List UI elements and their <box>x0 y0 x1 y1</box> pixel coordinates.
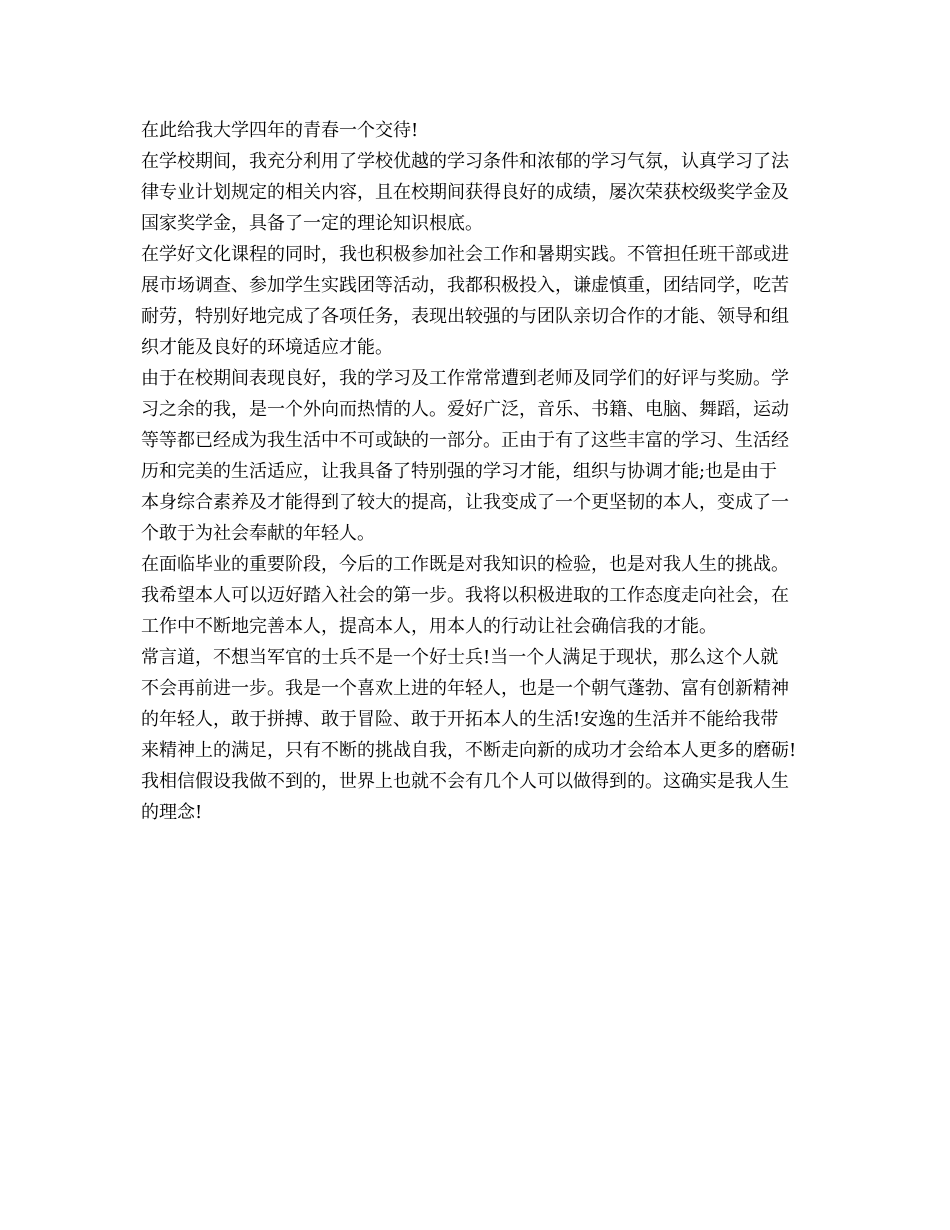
text-line: 织才能及良好的环境适应才能。 <box>141 337 393 358</box>
text-line: 国家奖学金，具备了一定的理论知识根底。 <box>141 213 483 234</box>
text-line: 的年轻人，敢于拼搏、敢于冒险、敢于开拓本人的生活!安逸的生活并不能给我带 <box>141 709 779 730</box>
text-line: 展市场调查、参加学生实践团等活动，我都积极投入，谦虚慎重，团结同学，吃苦 <box>141 275 789 296</box>
text-line: 习之余的我，是一个外向而热情的人。爱好广泛，音乐、书籍、电脑、舞蹈，运动 <box>141 399 789 420</box>
document-body <box>141 115 821 828</box>
text-line: 律专业计划规定的相关内容，且在校期间获得良好的成绩，屡次荣获校级奖学金及 <box>141 182 789 203</box>
text-line: 本身综合素养及才能得到了较大的提高，让我变成了一个更坚韧的本人，变成了一 <box>141 492 789 513</box>
text-line: 在学校期间，我充分利用了学校优越的学习条件和浓郁的学习气氛，认真学习了法 <box>141 151 789 172</box>
text-line: 个敢于为社会奉献的年轻人。 <box>141 523 375 544</box>
text-line: 在学好文化课程的同时，我也积极参加社会工作和暑期实践。不管担任班干部或进 <box>141 244 789 265</box>
text-line: 的理念! <box>141 802 203 823</box>
text-line: 不会再前进一步。我是一个喜欢上进的年轻人，也是一个朝气蓬勃、富有创新精神 <box>141 678 789 699</box>
text-line: 在此给我大学四年的青春一个交待! <box>141 120 419 141</box>
text-line: 工作中不断地完善本人，提高本人，用本人的行动让社会确信我的才能。 <box>141 616 717 637</box>
text-line: 我希望本人可以迈好踏入社会的第一步。我将以积极进取的工作态度走向社会，在 <box>141 585 789 606</box>
text-line: 等等都已经成为我生活中不可或缺的一部分。正由于有了这些丰富的学习、生活经 <box>141 430 789 451</box>
text-line: 历和完美的生活适应，让我具备了特别强的学习才能，组织与协调才能;也是由于 <box>141 461 778 482</box>
text-line: 来精神上的满足，只有不断的挑战自我，不断走向新的成功才会给本人更多的磨砺! <box>141 740 797 761</box>
text-line: 我相信假设我做不到的，世界上也就不会有几个人可以做得到的。这确实是我人生 <box>141 771 789 792</box>
text-line: 在面临毕业的重要阶段，今后的工作既是对我知识的检验，也是对我人生的挑战。 <box>141 554 789 575</box>
text-line: 常言道，不想当军官的士兵不是一个好士兵!当一个人满足于现状，那么这个人就 <box>141 647 779 668</box>
text-line: 耐劳，特别好地完成了各项任务，表现出较强的与团队亲切合作的才能、领导和组 <box>141 306 789 327</box>
text-line: 由于在校期间表现良好，我的学习及工作常常遭到老师及同学们的好评与奖励。学 <box>141 368 789 389</box>
